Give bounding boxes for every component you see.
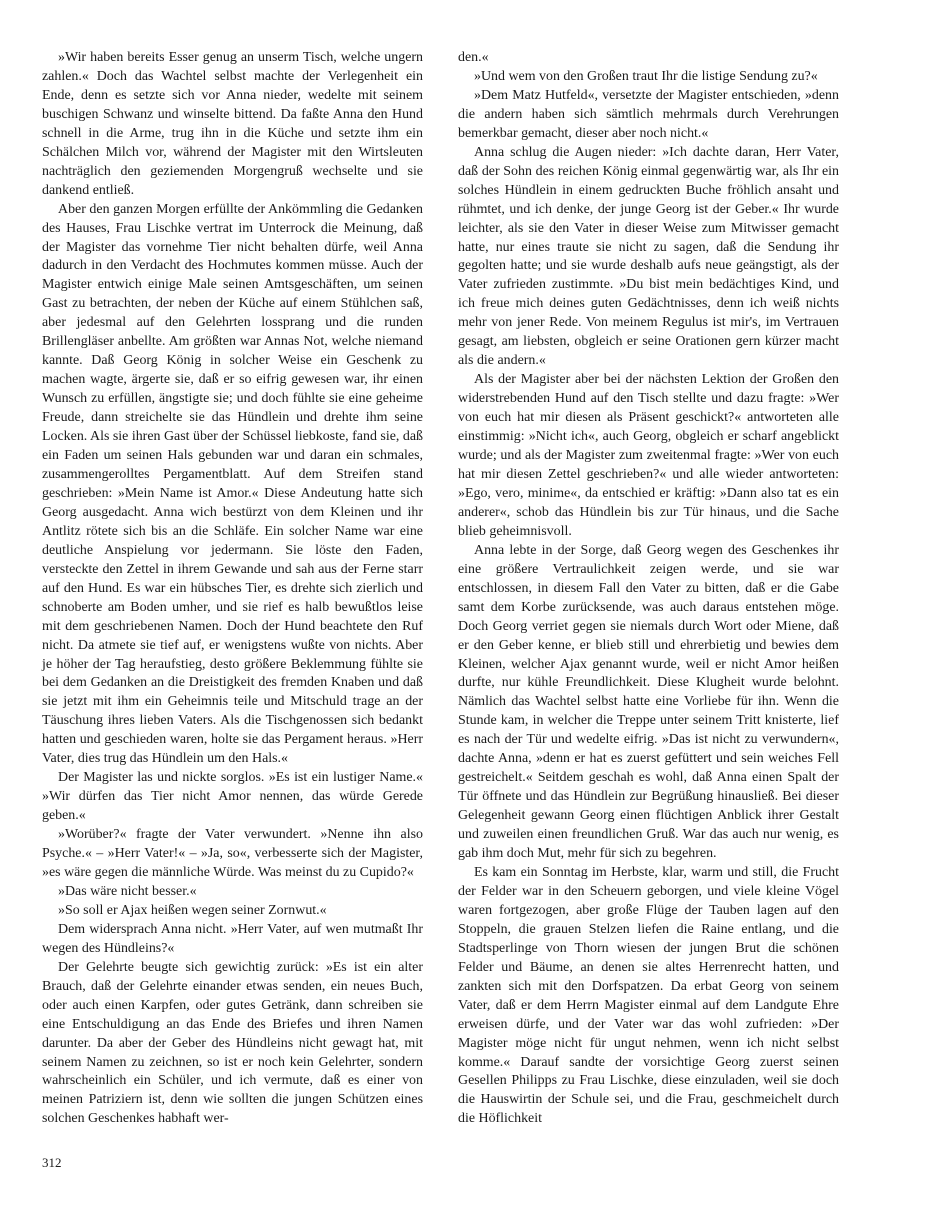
paragraph: Dem widersprach Anna nicht. »Herr Vater, auf wen mutmaßt Ihr wegen des Hündleins?« [42, 921, 423, 956]
paragraph: Der Magister las und nickte sorglos. »Es ist ein lustiger Name.« »Wir dürfen das Tier nicht Amor nennen, das würde Gerede geben.« [42, 770, 423, 824]
paragraph: Es kam ein Sonntag im Herbste, klar, warm und still, die Frucht der Felder war in den Scheuern geborgen, und viele kleine Vögel waren fortgezogen, aber große Flüge der Tauben lagen auf den Stoppeln, die grauen Stelzen liefen die Raine entlang, und die Stadtsperlinge von Thorn wiesen der jungen Brut die schönen Felder und Bäume, an denen sie altes Herrenrecht hatten, und zankten sich mit den Dorfspatzen. Da erbat Georg von seinem Vater, daß er dem Herrn Magister einmal auf dem Landgute Ehre erweisen dürfe, und der Vater war das wohl zufrieden: »Der Magister möge nicht für ungut nehmen, wenn ich nicht selbst komme.« Darauf sandte der vorsichtige Georg zuerst seinen Gesellen Philipps zu Frau Lischke, diese einzuladen, weil sie doch die Hauswirtin der Schule sei, und die Frau, geschmeichelt durch die Höflichkeit [458, 864, 839, 1127]
paragraph: Als der Magister aber bei der nächsten Lektion der Großen den widerstrebenden Hund auf den Tisch stellte und dazu fragte: »Wer von euch hat mir diesen als Präsent geschickt?« antworteten alle einstimmig: »Nicht ich«, auch Georg, obgleich er scharf angeblickt wurde; und als der Magister zum zweitenmal fragte: »Wer von euch hat mir diesen Zettel geschrieben?« und alle wieder antworteten: »Ego, vero, minime«, da entschied er kräftig: »Dann also tat es ein anderer«, schob das Hündlein bis zur Tür hinaus, und die Sache blieb geheimnisvoll. [458, 372, 839, 539]
right-column [458, 49, 839, 1129]
left-column [42, 49, 423, 1129]
paragraph: Anna lebte in der Sorge, daß Georg wegen des Geschenkes ihr eine größere Vertraulichkeit zeigen werde, und sie war entschlossen, in diesem Fall den Vater zu bitten, daß er die Gabe samt dem Korbe zurücksende, was auch daraus entstehen möge. Doch Georg verriet gegen sie niemals durch Wort oder Miene, daß er den Geber kenne, er blieb still und ehrerbietig und bewies dem Kleinen, welcher Ajax genannt wurde, weil er nicht Amor heißen durfte, nur kühle Freundlichkeit. Diese Klugheit wurde belohnt. Nämlich das Wachtel selbst hatte eine Vorliebe für ihn. Wenn die Stunde kam, in welcher die Treppe unter seinem Tritt knisterte, lief es nach der Tür und wedelte eifrig. »Das ist nicht zu verwundern«, dachte Anna, »denn er hat es zuerst gefüttert und sein weiches Fell gestreichelt.« Seitdem geschah es wohl, daß Anna einen Spalt der Tür öffnete und das Hündlein zur Begrüßung hinausließ. Bei dieser Gelegenheit gewann Georg einen flüchtigen Anblick ihrer Gestalt und zuweilen einen freundlichen Gruß. War das auch nur wenig, es gab ihm doch Mut, mehr für sich zu begehren. [458, 542, 839, 862]
page-number: 312 [42, 1155, 62, 1170]
continued-paragraph: den.« [458, 50, 489, 65]
paragraph: »Das wäre nicht besser.« [58, 883, 197, 899]
paragraph: »So soll er Ajax heißen wegen seiner Zornwut.« [58, 902, 327, 918]
paragraph: Aber den ganzen Morgen erfüllte der Ankömmling die Gedanken des Hauses, Frau Lischke vertrat im Unterrock die Meinung, daß der Magister das vornehme Tier nicht behalten dürfe, weil Anna dadurch in den Verdacht des Hochmutes kommen müsse. Auch der Magister entwich einige Male seinen Amtsgeschäften, um seinen Gast zu betrachten, der neben der Küche auf einem Stühlchen saß, aber jedesmal auf den Gelehrten lossprang und die runden Brillengläser anbellte. Am größten war Annas Not, welche niemand kannte. Daß Georg König in solcher Weise ein Geschenk zu machen wagte, ärgerte sie, daß er so eifrig gewesen war, ihr einen Wunsch zu erfüllen, ängstigte sie; und doch fühlte sie eine geheime Freude, dann streichelte sie das Hündlein und drehte ihm seine Locken. Als sie ihren Gast über der Schüssel liebkoste, fand sie, daß ein Faden um seinen Hals gebunden war und daran ein schmales, zusammengerolltes Pergamentblatt. Auf dem Streifen stand geschrieben: »Mein Name ist Amor.« Diese Andeutung hatte sich Georg ausgedacht. Anna wich bestürzt von dem Kleinen und ihr Antlitz rötete sich bis an die Schläfe. Ein solcher Name war eine deutliche Anspielung vor jedermann. Sie löste den Faden, versteckte den Zettel in ihrem Gewande und sah aus der Ferne starr auf den Hund. Es war ein hübsches Tier, es drehte sich zierlich und schnoberte am Boden umher, und sie rief es halb bewußtlos leise mit dem geschriebenen Namen. Doch der Hund beachtete den Ruf nicht. Da atmete sie tief auf, er wenigstens wußte von nichts. Aber je höher der Tag heraufstieg, desto größere Beklemmung fühlte sie bei dem Gedanken an die Dreistigkeit des fremden Knaben und daß sie jetzt mit ihm ein Geheimnis teile und Mitschuld trage an der Täuschung ihres lieben Vaters. Als die Tischgenossen sich bedankt hatten und geschieden waren, holte sie das Pergament heraus. »Herr Vater, dies trug das Hündlein um den Hals.« [42, 201, 423, 767]
paragraph: »Und wem von den Großen traut Ihr die listige Sendung zu?« [474, 68, 818, 84]
paragraph: Anna schlug die Augen nieder: »Ich dachte daran, Herr Vater, daß der Sohn des reichen König einmal gegenwärtig war, als Ihr ein solches Hündlein in einem gedruckten Buche fröhlich ansaht und rühmtet, und ich denke, der junge Georg ist der Geber.« Ihr wurde leichter, als sie den Vater in dieser Weise zum Mitwisser gemacht hatte, nur eines traute sie nicht zu sagen, daß die Sendung ihr gegolten hatte; und sie wurde deshalb aufs neue geängstigt, als der Vater zufrieden zustimmte. »Du bist mein bedächtiges Kind, und ich freue mich deines guten Gedächtnisses, denn ich weiß nichts mehr von jener Rede. Von meinem Regulus ist mir's, im Vertrauen gesagt, am liebsten, obgleich er seine Orationen gern kürzer macht als die andern.« [458, 144, 839, 369]
paragraph: »Worüber?« fragte der Vater verwundert. »Nenne ihn also Psyche.« – »Herr Vater!« – »Ja, so«, verbesserte sich der Magister, »es wäre gegen die männliche Würde. Was meinst du zu Cupido?« [42, 827, 423, 880]
paragraph: »Wir haben bereits Esser genug an unserm Tisch, welche ungern zahlen.« Doch das Wachtel selbst machte der Verlegenheit ein Ende, denn es setzte sich vor Anna nieder, wedelte mit seinem buschigen Schwanz und winselte bittend. Da faßte Anna den Hund schnell in die Arme, trug ihn in die Küche und setzte ihm ein Schälchen Milch vor, während der Magister mit den Wirtsleuten nachträglich den geziemenden Morgengruß wechselte und sie dankend entließ. [42, 50, 423, 198]
paragraph: Der Gelehrte beugte sich gewichtig zurück: »Es ist ein alter Brauch, daß der Gelehrte einander etwas senden, ein neues Buch, oder auch einen Karpfen, oder gutes Getränk, dann schreiben sie eine Entschuldigung an das Ende des Briefes und ihren Namen darunter. Da aber der Geber des Hündleins nicht gewagt hat, mit seinem Namen zu zeichnen, so ist er noch kein Gelehrter, sondern wahrscheinlich ein Schüler, und ich vermute, daß es einer von meinen Patriziern ist, denn wie sollten die jungen Schützen eines solchen Geschenkes habhaft wer- [42, 959, 423, 1127]
paragraph: »Dem Matz Hutfeld«, versetzte der Magister entschieden, »denn die andern haben sich sämtlich mehrmals durch Verehrungen bemerkbar gemacht, dieser aber noch nicht.« [458, 87, 839, 141]
